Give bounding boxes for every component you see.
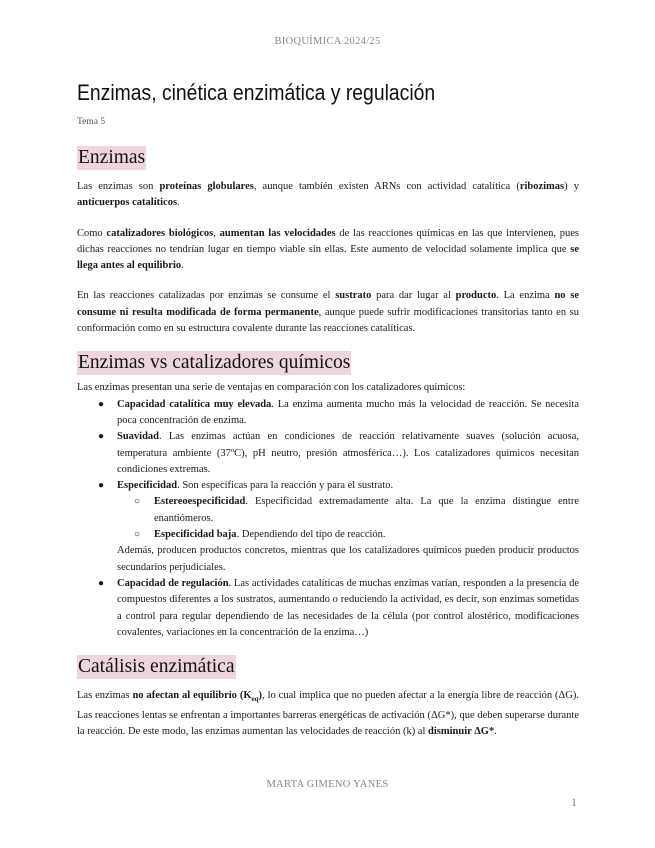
section-heading-enzimas: Enzimas xyxy=(78,147,146,168)
paragraph-catalisis-1: Las enzimas no afectan al equilibrio $(K_{eq})$, lo cual implica que no pueden afectar a la energía libre de reacción (ΔG). Las reacciones lentas se enfrentan a importantes barreras energéticas de activación (ΔG*), que deben superarse durante la reacción. De este modo, las enzimas aumentan las velocidades de reacción (k) al disminuir ΔG*. xyxy=(77,690,579,737)
specificity-sublist xyxy=(117,494,579,543)
hollow-bullet-icon: ○ xyxy=(134,529,141,541)
section-heading-enzimas-vs-catalizadores: Enzimas vs catalizadores químicos xyxy=(78,352,351,374)
sub-list-item: ○ Estereoespecificidad. Especificidad extremadamente alta. La que la enzima distingue entre enantiómeros. xyxy=(134,496,579,524)
bullet-icon: ● xyxy=(98,480,105,492)
sub-list-item: ○ Especificidad baja. Dependiendo del tipo de reacción. xyxy=(117,527,579,543)
running-header: BIOQUÍMICA 2024/25 xyxy=(274,36,381,47)
section-heading-catalisis: Catálisis enzimática xyxy=(78,656,235,678)
document-body xyxy=(77,146,579,740)
paragraph-vs-intro: Las enzimas presentan una serie de ventajas en comparación con los catalizadores químicos: xyxy=(77,382,466,394)
list-item: ● Capacidad de regulación. Las actividades catalíticas de muchas enzimas varían, responden a la presencia de compuestos diferentes a los sustratos, aumentando o reduciendo la actividad, es decir, son enzimas sometidas a control para regular dependiendo de las necesidades de la célula (por control alostérico, modificaciones covalentes, variaciones en la concentración de la enzima…) xyxy=(98,577,579,638)
page-number: 1 xyxy=(571,795,577,809)
page-subtitle: Tema 5 xyxy=(77,117,106,127)
hollow-bullet-icon: ○ xyxy=(134,496,141,508)
list-item: ● Capacidad catalítica muy elevada. La enzima aumenta mucho más la velocidad de reacción. Se necesita poca concentración de enzima. xyxy=(98,398,579,426)
paragraph-enzimas-3: En las reacciones catalizadas por enzimas se consume el sustrato para dar lugar al producto. La enzima no se consume ni resulta modificada de forma permanente, aunque puede sufrir modificaciones transitorias tanto en su conformación como en su estructura covalente durante las reacciones catalíticas. xyxy=(77,290,579,335)
specificity-note: Además, producen productos concretos, mientras que los catalizadores químicos pueden producir productos secundarios perjudiciales. xyxy=(117,545,579,573)
paragraph-enzimas-2: Como catalizadores biológicos, aumentan las velocidades de las reacciones químicas en las que intervienen, pues dichas reacciones no tendrían lugar en tiempo viable sin ellas. Este aumento de velocidad solamente implica que se llega antes al equilibrio. xyxy=(77,227,580,272)
advantages-list xyxy=(77,397,579,641)
list-item: ● Suavidad. Las enzimas actúan en condiciones de reacción relativamente suaves (solución acuosa, temperatura ambiente (37ºC), pH neutro, presión atmosférica…). Los catalizadores químicos necesitan condiciones extremas. xyxy=(98,431,579,475)
bullet-icon: ● xyxy=(98,431,105,443)
paragraph-enzimas-1: Las enzimas son proteínas globulares, aunque también existen ARNs con actividad catalítica (ribozimas) y anticuerpos catalíticos. xyxy=(77,181,579,209)
bullet-icon: ● xyxy=(98,398,105,410)
bullet-icon: ● xyxy=(98,577,105,589)
list-item: ● Especificidad. Son específicas para la reacción y para el sustrato. ○ Estereoespecificidad. Especificidad extremadamente alta. La que la enzima distingue entre enantiómeros. ○ Especificidad baja. Dependiendo del tipo de reacción. Además, producen productos concretos, mientras que los catalizadores químicos pueden producir productos secundarios perjudiciales. xyxy=(77,478,579,576)
page-title: Enzimas, cinética enzimática y regulación xyxy=(77,80,436,105)
footer-author: MARTA GIMENO YANES xyxy=(266,779,389,790)
